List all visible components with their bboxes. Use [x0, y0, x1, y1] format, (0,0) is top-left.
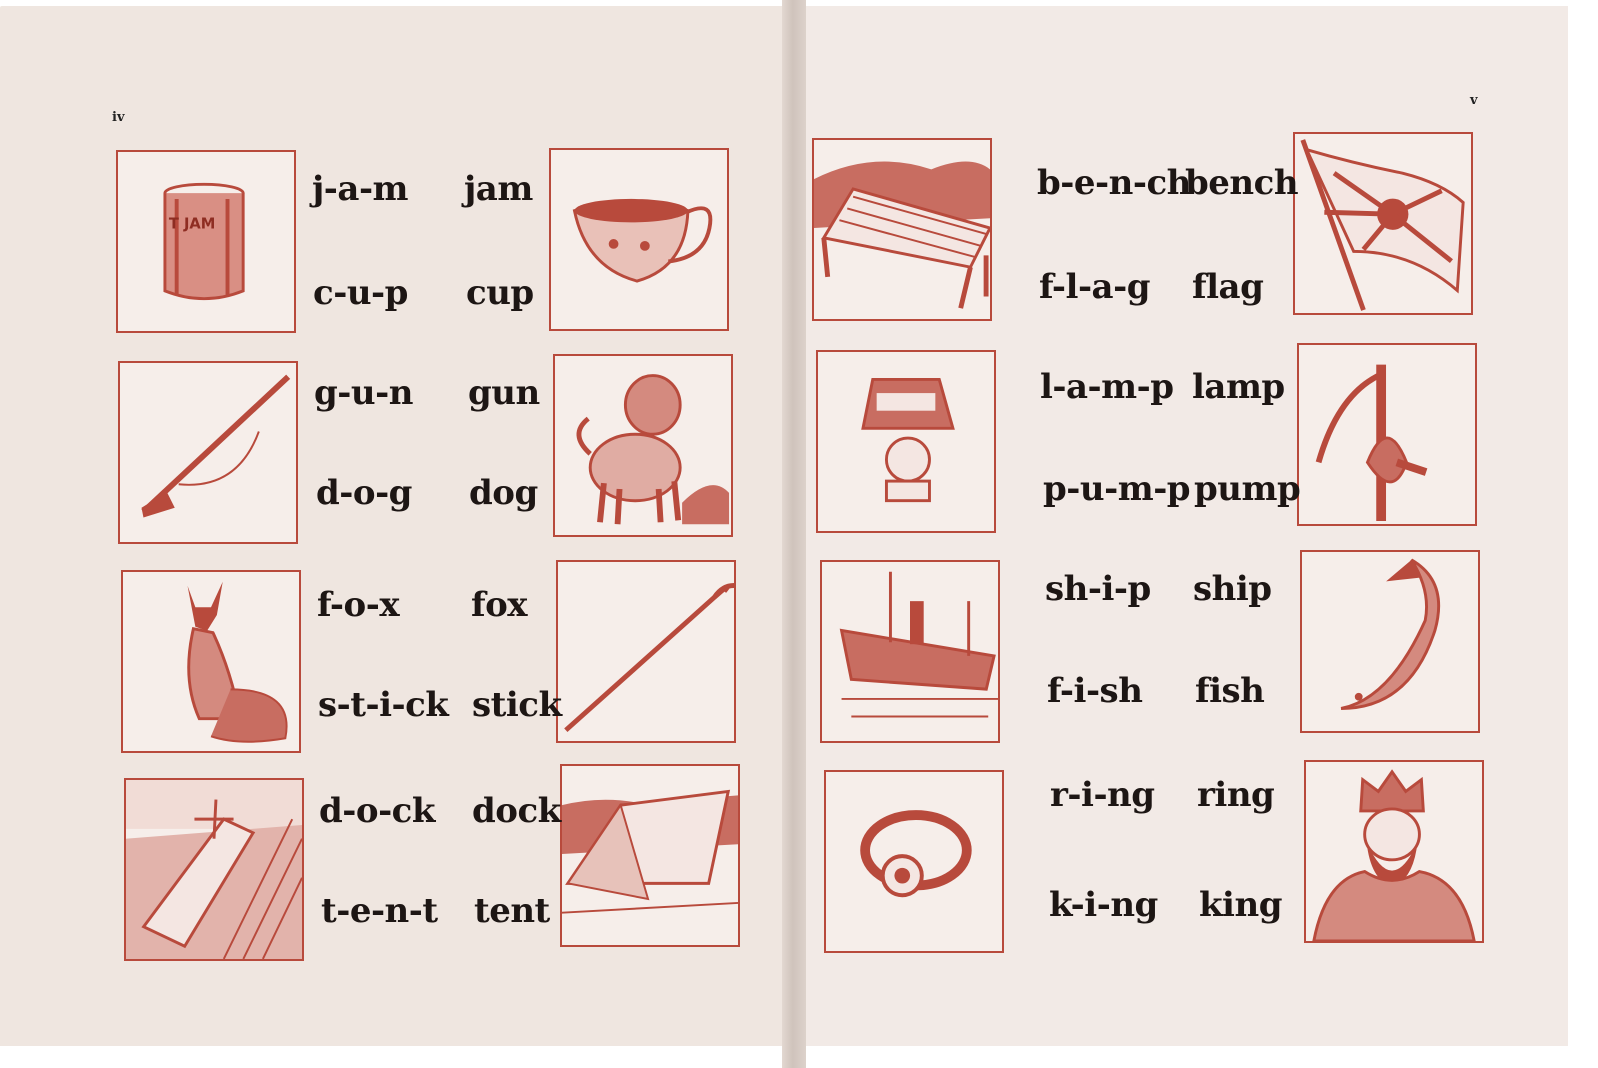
dock-icon: [126, 780, 302, 959]
spelled-flag: f-l-a-g: [1039, 267, 1150, 307]
left-page-number: iv: [112, 110, 125, 125]
dog-picture: [553, 354, 733, 537]
word-jam: jam: [464, 169, 533, 209]
lamp-icon: [818, 352, 994, 531]
word-stick: stick: [472, 685, 562, 725]
fish-icon: [1302, 552, 1478, 731]
cup-icon: [551, 150, 727, 329]
spelled-king: k-i-ng: [1049, 885, 1158, 925]
ring-picture: [824, 770, 1004, 953]
word-ship: ship: [1193, 569, 1272, 609]
word-bench: bench: [1185, 163, 1299, 203]
ring-icon: [826, 772, 1002, 951]
word-lamp: lamp: [1192, 367, 1285, 407]
stick-picture: [556, 560, 736, 743]
king-picture: [1304, 760, 1484, 943]
word-fox: fox: [471, 585, 528, 625]
word-gun: gun: [468, 373, 540, 413]
word-ring: ring: [1197, 775, 1275, 815]
flag-picture: [1293, 132, 1473, 315]
fish-picture: [1300, 550, 1480, 733]
lamp-picture: [816, 350, 996, 533]
spelled-ship: sh-i-p: [1045, 569, 1151, 609]
dog-icon: [555, 356, 731, 535]
fox-icon: [123, 572, 299, 751]
gun-icon: [120, 363, 296, 542]
spelled-jam: j-a-m: [312, 169, 409, 209]
word-dog: dog: [469, 473, 538, 513]
word-king: king: [1199, 885, 1282, 925]
word-dock: dock: [472, 791, 561, 831]
ship-picture: [820, 560, 1000, 743]
spelled-bench: b-e-n-ch: [1037, 163, 1191, 203]
king-icon: [1306, 762, 1482, 941]
cup-picture: [549, 148, 729, 331]
jam-can-icon: [118, 152, 294, 331]
word-pump: pump: [1194, 469, 1301, 509]
jam-label: T JAM: [168, 215, 216, 233]
word-fish: fish: [1195, 671, 1265, 711]
book-gutter: [782, 0, 806, 1068]
word-cup: cup: [466, 273, 534, 313]
tent-picture: [560, 764, 740, 947]
pump-picture: [1297, 343, 1477, 526]
dock-picture: [124, 778, 304, 961]
spelled-fox: f-o-x: [317, 585, 400, 625]
cane-icon: [558, 562, 734, 741]
gun-picture: [118, 361, 298, 544]
ship-icon: [822, 562, 998, 741]
rising-sun-flag-icon: [1295, 134, 1471, 313]
spelled-pump: p-u-m-p: [1043, 469, 1191, 509]
spelled-cup: c-u-p: [313, 273, 408, 313]
spelled-ring: r-i-ng: [1050, 775, 1155, 815]
spelled-tent: t-e-n-t: [321, 891, 438, 931]
tent-icon: [562, 766, 738, 945]
jam-picture: [116, 150, 296, 333]
spelled-stick: s-t-i-ck: [318, 685, 449, 725]
right-page-number: v: [1470, 93, 1478, 108]
word-tent: tent: [474, 891, 550, 931]
spelled-lamp: l-a-m-p: [1040, 367, 1174, 407]
water-pump-icon: [1299, 345, 1475, 524]
spelled-fish: f-i-sh: [1047, 671, 1143, 711]
fox-picture: [121, 570, 301, 753]
bench-icon: [814, 140, 990, 319]
bench-picture: [812, 138, 992, 321]
spelled-gun: g-u-n: [314, 373, 413, 413]
spelled-dog: d-o-g: [316, 473, 412, 513]
spelled-dock: d-o-ck: [319, 791, 435, 831]
word-flag: flag: [1192, 267, 1264, 307]
